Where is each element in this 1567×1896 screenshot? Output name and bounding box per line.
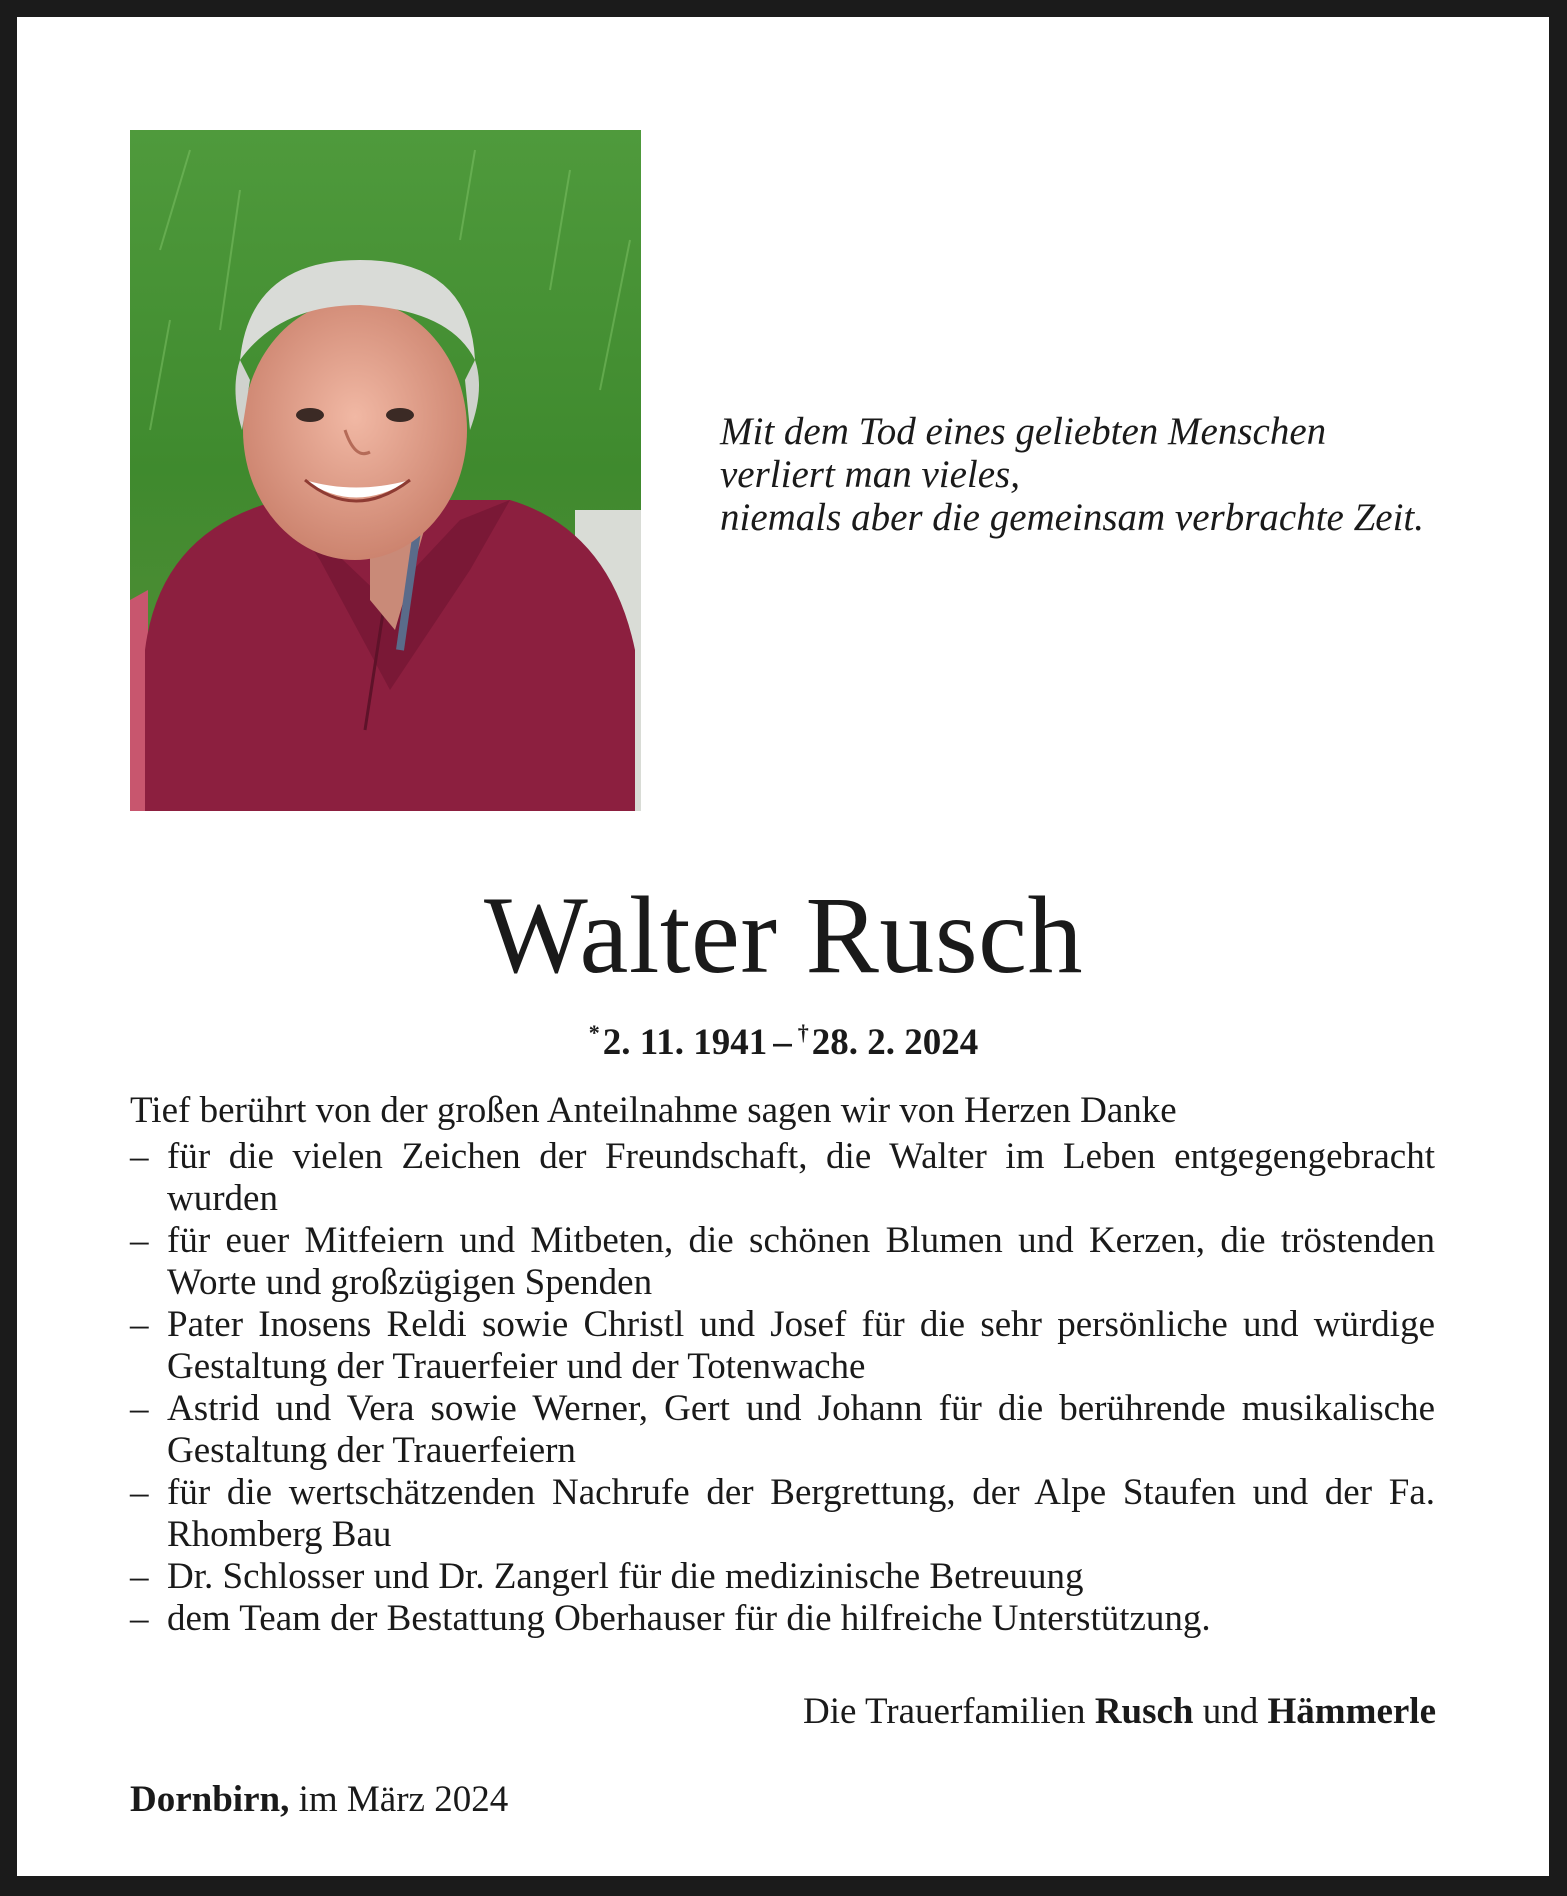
thanks-intro: Tief berührt von der großen Anteilnahme sagen wir von Herzen Danke bbox=[130, 1090, 1177, 1131]
family-signature bbox=[803, 1690, 1436, 1734]
list-item: – Pater Inosens Reldi sowie Christl und Josef für die sehr persönliche und würdige Gestaltung der Trauerfeier und der Totenwache bbox=[130, 1304, 1435, 1388]
place-city: Dornbirn, bbox=[130, 1779, 290, 1820]
deceased-name: Walter Rusch bbox=[484, 874, 1083, 996]
place-and-date bbox=[130, 1778, 508, 1822]
date-separator: – bbox=[773, 1022, 792, 1063]
quote-line: verliert man vieles, bbox=[720, 453, 1020, 496]
quote-line: Mit dem Tod eines geliebten Menschen bbox=[720, 410, 1327, 453]
list-item: – für euer Mitfeiern und Mitbeten, die schönen Blumen und Kerzen, die tröstenden Worte und großzügigen Spenden bbox=[130, 1220, 1435, 1304]
thanks-section bbox=[130, 1090, 1435, 1640]
death-symbol: † bbox=[797, 1020, 809, 1045]
list-item: – Astrid und Vera sowie Werner, Gert und Johann für die berührende musikalische Gestaltung der Trauerfeiern bbox=[130, 1388, 1435, 1472]
birth-date: 2. 11. 1941 bbox=[602, 1022, 768, 1063]
family-name: Rusch bbox=[1094, 1691, 1194, 1732]
list-item: – dem Team der Bestattung Oberhauser für die hilfreiche Unterstützung. bbox=[130, 1598, 1435, 1640]
thanks-list bbox=[130, 1136, 1435, 1640]
death-date: 28. 2. 2024 bbox=[811, 1022, 979, 1063]
portrait-photo bbox=[130, 130, 641, 811]
signature-prefix: Die Trauerfamilien bbox=[802, 1691, 1086, 1732]
life-dates bbox=[0, 1010, 1567, 1066]
signature-conjunction: und bbox=[1202, 1691, 1259, 1732]
birth-symbol: * bbox=[588, 1020, 600, 1045]
family-name: Hämmerle bbox=[1267, 1691, 1436, 1732]
list-item: – für die wertschätzenden Nachrufe der Bergrettung, der Alpe Staufen und der Fa. Rhomberg Bau bbox=[130, 1472, 1435, 1556]
memorial-quote bbox=[720, 410, 1480, 539]
portrait-image bbox=[130, 130, 641, 811]
list-item: – für die vielen Zeichen der Freundschaft, die Walter im Leben entgegengebracht wurden bbox=[130, 1136, 1435, 1220]
list-item: – Dr. Schlosser und Dr. Zangerl für die medizinische Betreuung bbox=[130, 1556, 1435, 1598]
quote-line: niemals aber die gemeinsam verbrachte Zeit. bbox=[720, 496, 1425, 539]
place-date: im März 2024 bbox=[298, 1779, 509, 1820]
